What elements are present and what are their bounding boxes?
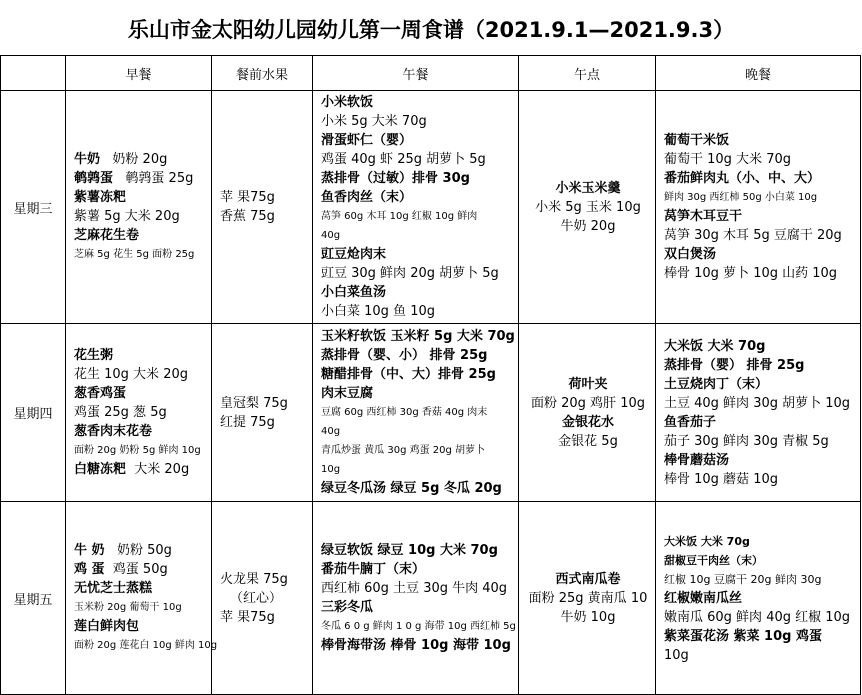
lunch-line: 小米 5g 大米 70g [321,114,427,129]
lunch-line: 三彩冬瓜 [321,600,374,615]
dinner-line: 土豆 40g 鲜肉 30g 胡萝卜 10g [664,395,851,411]
dish-detail: 奶粉 20g [112,152,168,167]
snack-cell [519,502,656,695]
menu-table [0,55,861,695]
dish-name: 葱香鸡蛋 [74,386,127,401]
dinner-line: 葡萄干米饭 [664,133,730,148]
dish-name: 牛 奶 [74,543,105,558]
dish-detail: 鹌鹑蛋 25g [125,171,194,186]
dish-detail: 紫薯 5g 大米 20g [74,209,180,224]
page-title: 乐山市金太阳幼儿园幼儿第一周食谱（2021.9.1—2021.9.3） [127,18,735,42]
lunch-line: 小白菜 10g 鱼 10g [321,304,435,319]
snack-line: 牛奶 10g [560,609,616,625]
dish-name: 葱香肉末花卷 [74,424,153,439]
lunch-line: 40g [321,426,341,437]
lunch-cell [313,502,519,695]
table-row [1,324,861,502]
lunch-line: 豆腐 60g 西红柿 30g 香菇 40g 肉末 [321,407,488,418]
day-label: 星期五 [1,502,66,695]
dinner-line: 莴笋 30g 木耳 5g 豆腐干 20g [664,228,842,243]
dinner-line: 蒸排骨（婴） 排骨 25g [664,357,805,373]
day-label: 星期四 [1,324,66,502]
header-breakfast: 早餐 [66,56,212,91]
header-fruit: 餐前水果 [212,56,313,91]
lunch-line: 绿豆软饭 绿豆 10g 大米 70g [321,543,498,558]
dish-detail: 面粉 20g 莲花白 10g 鲜肉 10g [74,640,218,651]
dinner-line: 茄子 30g 鲜肉 30g 青椒 5g [664,433,829,449]
dinner-line: 棒骨 10g 蘑菇 10g [664,471,778,487]
lunch-line: 小白菜鱼汤 [321,285,387,300]
lunch-line: 绿豆冬瓜汤 绿豆 5g 冬瓜 20g [321,481,502,496]
snack-line: 面粉 20g 鸡肝 10g [531,395,645,411]
lunch-line: 豇豆 30g 鲜肉 20g 胡萝卜 5g [321,266,499,281]
dish-name: 花生粥 [74,348,114,363]
table-row [1,502,861,695]
dish-name: 紫薯冻粑 [74,190,127,205]
dinner-line: 双白煲汤 [664,247,717,262]
lunch-line: 40g [321,230,341,241]
header-day [1,56,66,91]
dish-name: 牛奶 [74,152,101,167]
dish-detail: 奶粉 50g [116,543,172,558]
dish-detail: 芝麻 5g 花生 5g 面粉 25g [74,249,195,260]
lunch-line: 肉末豆腐 [321,386,374,401]
dish-detail: 大米 20g [134,462,190,477]
fruit-item: 皇冠梨 75g [220,395,288,411]
lunch-line: 滑蛋虾仁（婴） [321,133,413,148]
snack-line: 荷叶夹 [568,376,608,392]
snack-line: 小米 5g 玉米 10g [535,199,641,215]
lunch-line: 鸡蛋 40g 虾 25g 胡萝卜 5g [321,152,486,167]
dish-name: 鹌鹑蛋 [74,171,114,186]
breakfast-cell [66,91,212,324]
snack-line: 面粉 25g 黄南瓜 10 [528,590,648,606]
dinner-line: 紫菜蛋花汤 紫菜 10g 鸡蛋 [664,628,822,644]
lunch-line: 玉米籽软饭 玉米籽 5g 大米 70g [321,329,515,344]
header-lunch: 午餐 [313,56,519,91]
dish-name: 芝麻花生卷 [74,228,140,243]
dinner-line: 鲜肉 30g 西红柿 50g 小白菜 10g [664,192,818,203]
breakfast-cell [66,502,218,695]
fruit-cell [212,502,313,695]
lunch-line: 小米软饭 [321,95,374,110]
lunch-line: 青瓜炒蛋 黄瓜 30g 鸡蛋 20g 胡萝卜 [321,445,486,456]
snack-line: 小米玉米羹 [555,180,621,196]
lunch-cell [313,91,519,324]
snack-line: 金银花水 [561,414,614,430]
header-snack: 午点 [519,56,656,91]
dinner-cell [656,91,861,324]
header-dinner: 晚餐 [656,56,861,91]
fruit-cell [212,91,313,324]
dinner-line: 鱼香茄子 [664,414,717,430]
dish-detail: 花生 10g 大米 20g [74,367,188,382]
dinner-line: 土豆烧肉丁（末） [664,376,769,392]
dinner-cell [656,502,861,695]
dinner-line: 10g [664,647,689,663]
lunch-line: 豇豆炝肉末 [321,247,387,262]
dinner-line: 红椒 10g 豆腐干 20g 鲜肉 30g [664,572,822,586]
dinner-line: 莴笋木耳豆干 [664,209,743,224]
lunch-line: 糖醋排骨（中、大）排骨 25g [321,367,496,382]
day-label: 星期三 [1,91,66,324]
dinner-line: 红椒嫩南瓜丝 [664,590,743,606]
dinner-line: 大米饭 大米 70g [664,534,750,548]
dinner-line: 葡萄干 10g 大米 70g [664,152,791,167]
snack-line: 金银花 5g [558,433,618,449]
snack-line: 牛奶 20g [560,218,616,234]
dish-detail: 鸡蛋 25g 葱 5g [74,405,167,420]
lunch-line: 莴笋 60g 木耳 10g 红椒 10g 鲜肉 [321,211,478,222]
dish-detail: 玉米粉 20g 葡萄干 10g [74,602,182,613]
lunch-line: 番茄牛腩丁（末） [321,562,426,577]
dinner-cell [656,324,861,502]
snack-cell [519,324,656,502]
table-row [1,91,861,324]
lunch-cell [313,324,519,502]
dinner-line: 棒骨蘑菇汤 [664,452,730,468]
dinner-line: 大米饭 大米 70g [664,338,766,354]
dinner-line: 棒骨 10g 萝卜 10g 山药 10g [664,266,838,281]
lunch-line: 冬瓜 6 0 g 鲜肉 1 0 g 海带 10g 西红柿 5g [321,621,516,632]
breakfast-cell [66,324,212,502]
dish-name: 鸡 蛋 [74,562,105,577]
header-row [1,56,861,91]
lunch-line: 蒸排骨（过敏）排骨 30g [321,171,470,186]
fruit-item: 火龙果 75g [220,571,288,587]
dish-name: 白糖冻粑 [74,462,127,477]
fruit-item: 红提 75g [220,414,275,430]
lunch-line: 西红柿 60g 土豆 30g 牛肉 40g [321,581,508,596]
lunch-line: 棒骨海带汤 棒骨 10g 海带 10g [321,638,511,653]
fruit-item: 苹 果75g [220,190,275,205]
lunch-line: 蒸排骨（婴、小） 排骨 25g [321,348,488,363]
dish-name: 莲白鲜肉包 [74,619,140,634]
lunch-line: 10g [321,464,341,475]
fruit-item: （红心） [230,590,283,606]
fruit-cell [212,324,313,502]
lunch-line: 鱼香肉丝（末） [321,190,413,205]
dish-detail: 面粉 20g 奶粉 5g 鲜肉 10g [74,445,201,456]
fruit-item: 苹 果75g [220,609,275,625]
dish-name: 无忧芝士蒸糕 [74,581,153,596]
fruit-item: 香蕉 75g [220,209,275,224]
snack-cell [519,91,656,324]
snack-line: 西式南瓜卷 [555,571,621,587]
dinner-line: 甜椒豆干肉丝（末） [664,553,763,567]
dish-detail: 鸡蛋 50g [112,562,168,577]
dinner-line: 番茄鲜肉丸（小、中、大） [664,171,821,186]
dinner-line: 嫩南瓜 60g 鲜肉 40g 红椒 10g [664,609,851,625]
